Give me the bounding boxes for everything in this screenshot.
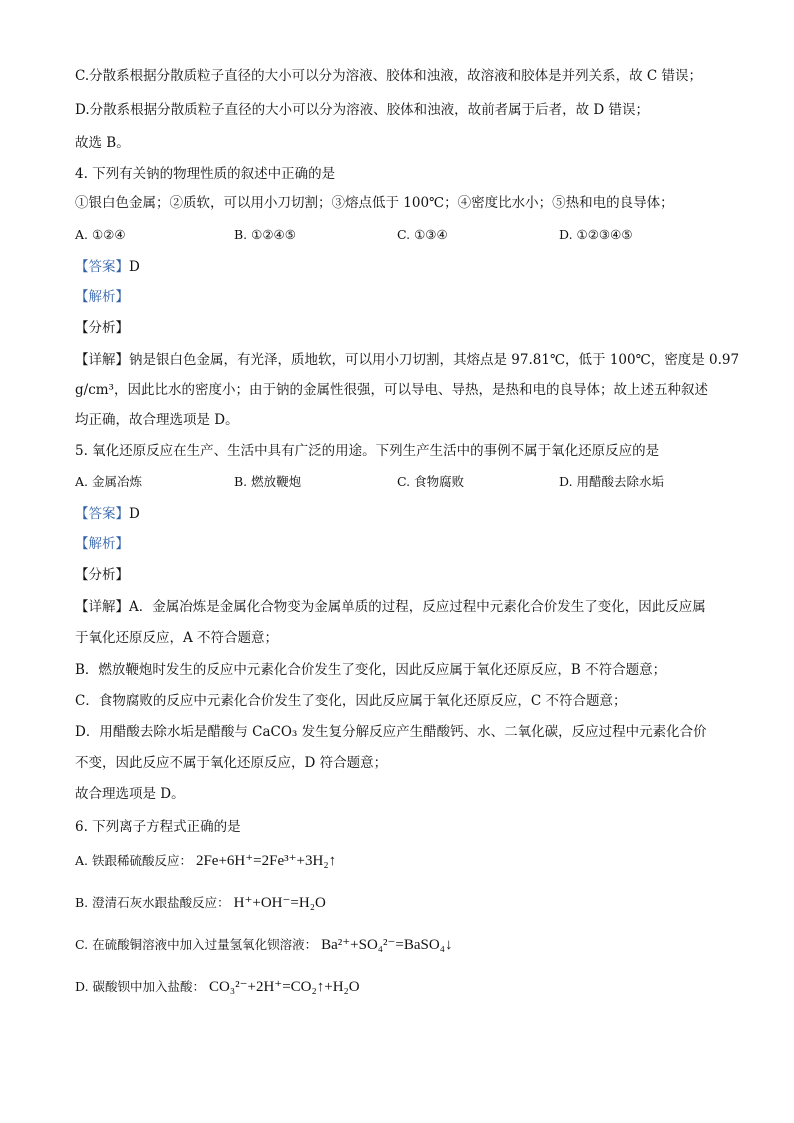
q4-option-c: C. ①③④ bbox=[397, 227, 448, 242]
q5-analysis-tag: 【解析】 bbox=[75, 536, 129, 552]
q5-option-c: C. 食物腐败 bbox=[397, 474, 465, 489]
q4-items: ①银白色金属；②质软，可以用小刀切割；③熔点低于 100℃；④密度比水小；⑤热和电的良导体； bbox=[75, 195, 674, 211]
q4-stem: 4. 下列有关钠的物理性质的叙述中正确的是 bbox=[75, 166, 336, 182]
q5-option-d: D. 用醋酸去除水垢 bbox=[559, 474, 665, 489]
q4-fenxi: 【分析】 bbox=[75, 320, 129, 336]
equation-c: Ba²⁺+SO₄²⁻=BaSO₄↓ bbox=[321, 937, 453, 953]
q4-answer bbox=[75, 257, 724, 277]
detail-tag: 【详解】 bbox=[75, 352, 129, 368]
q5-conclusion: 故合理选项是 D。 bbox=[75, 786, 185, 802]
answer-tag: 【答案】 bbox=[75, 259, 129, 275]
q5-detail-c: C．食物腐败的反应中元素化合价发生了变化，因此反应属于氧化还原反应，C 不符合题意； bbox=[75, 693, 627, 709]
q6-option-a: A. 铁跟稀硫酸反应： 2Fe+6H⁺=2Fe³⁺+3H₂↑ bbox=[75, 853, 337, 869]
q5-detail-d1: D．用醋酸去除水垢是醋酸与 CaCO₃ 发生复分解反应产生醋酸钙、水、二氧化碳，反应过程中元素化合价 bbox=[75, 724, 707, 740]
equation-b: H⁺+OH⁻=H₂O bbox=[233, 895, 326, 911]
detail-tag: 【详解】 bbox=[75, 599, 129, 615]
equation-d: CO₃²⁻+2H⁺=CO₂↑+H₂O bbox=[209, 979, 360, 995]
q6-option-d: D. 碳酸钡中加入盐酸： CO₃²⁻+2H⁺=CO₂↑+H₂O bbox=[75, 979, 360, 995]
q4-option-d: D. ①②③④⑤ bbox=[559, 227, 633, 242]
q6-option-c: C. 在硫酸铜溶液中加入过量氢氧化钡溶液： Ba²⁺+SO₄²⁻=BaSO₄↓ bbox=[75, 937, 453, 953]
q6-stem: 6. 下列离子方程式正确的是 bbox=[75, 819, 241, 835]
q4-option-a: A. ①②④ bbox=[75, 227, 126, 242]
q5-detail-b: B．燃放鞭炮时发生的反应中元素化合价发生了变化，因此反应属于氧化还原反应，B 不符合题意； bbox=[75, 662, 667, 678]
q6-option-b: B. 澄清石灰水跟盐酸反应： H⁺+OH⁻=H₂O bbox=[75, 895, 326, 911]
q4-detail-1: 【详解】钠是银白色金属，有光泽，质地软，可以用小刀切割，其熔点是 97.81℃，低于 100℃，密度是 0.97 bbox=[75, 352, 740, 368]
q5-detail-a2: 于氧化还原反应，A 不符合题意； bbox=[75, 630, 279, 646]
q3-option-c-explanation: C.分散系根据分散质粒子直径的大小可以分为溶液、胶体和浊液，故溶液和胶体是并列关系，故 C 错误； bbox=[75, 68, 703, 84]
q5-detail-a1: 【详解】A．金属冶炼是金属化合物变为金属单质的过程，反应过程中元素化合价发生了变化，因此反应属 bbox=[75, 599, 706, 615]
q4-detail-2: g/cm³，因此比水的密度小；由于钠的金属性很强，可以导电、导热，是热和电的良导体；故上述五种叙述 bbox=[75, 382, 708, 398]
answer-value: D bbox=[129, 259, 140, 275]
q5-detail-d2: 不变，因此反应不属于氧化还原反应，D 符合题意； bbox=[75, 755, 388, 771]
q5-stem: 5. 氧化还原反应在生产、生活中具有广泛的用途。下列生产生活中的事例不属于氧化还原反应的是 bbox=[75, 443, 660, 459]
q5-option-a: A. 金属冶炼 bbox=[75, 474, 142, 489]
q3-option-d-explanation: D.分散系根据分散质粒子直径的大小可以分为溶液、胶体和浊液，故前者属于后者，故 D 错误； bbox=[75, 102, 650, 118]
q5-answer bbox=[75, 504, 724, 524]
q5-option-b: B. 燃放鞭炮 bbox=[234, 474, 302, 489]
q5-fenxi: 【分析】 bbox=[75, 567, 129, 583]
q3-conclusion: 故选 B。 bbox=[75, 135, 130, 151]
q4-analysis-tag: 【解析】 bbox=[75, 289, 129, 305]
answer-value: D bbox=[129, 506, 140, 522]
answer-tag: 【答案】 bbox=[75, 506, 129, 522]
q4-option-b: B. ①②④⑤ bbox=[234, 227, 296, 242]
equation-a: 2Fe+6H⁺=2Fe³⁺+3H₂↑ bbox=[195, 853, 337, 869]
q4-detail-3: 均正确，故合理选项是 D。 bbox=[75, 412, 239, 428]
